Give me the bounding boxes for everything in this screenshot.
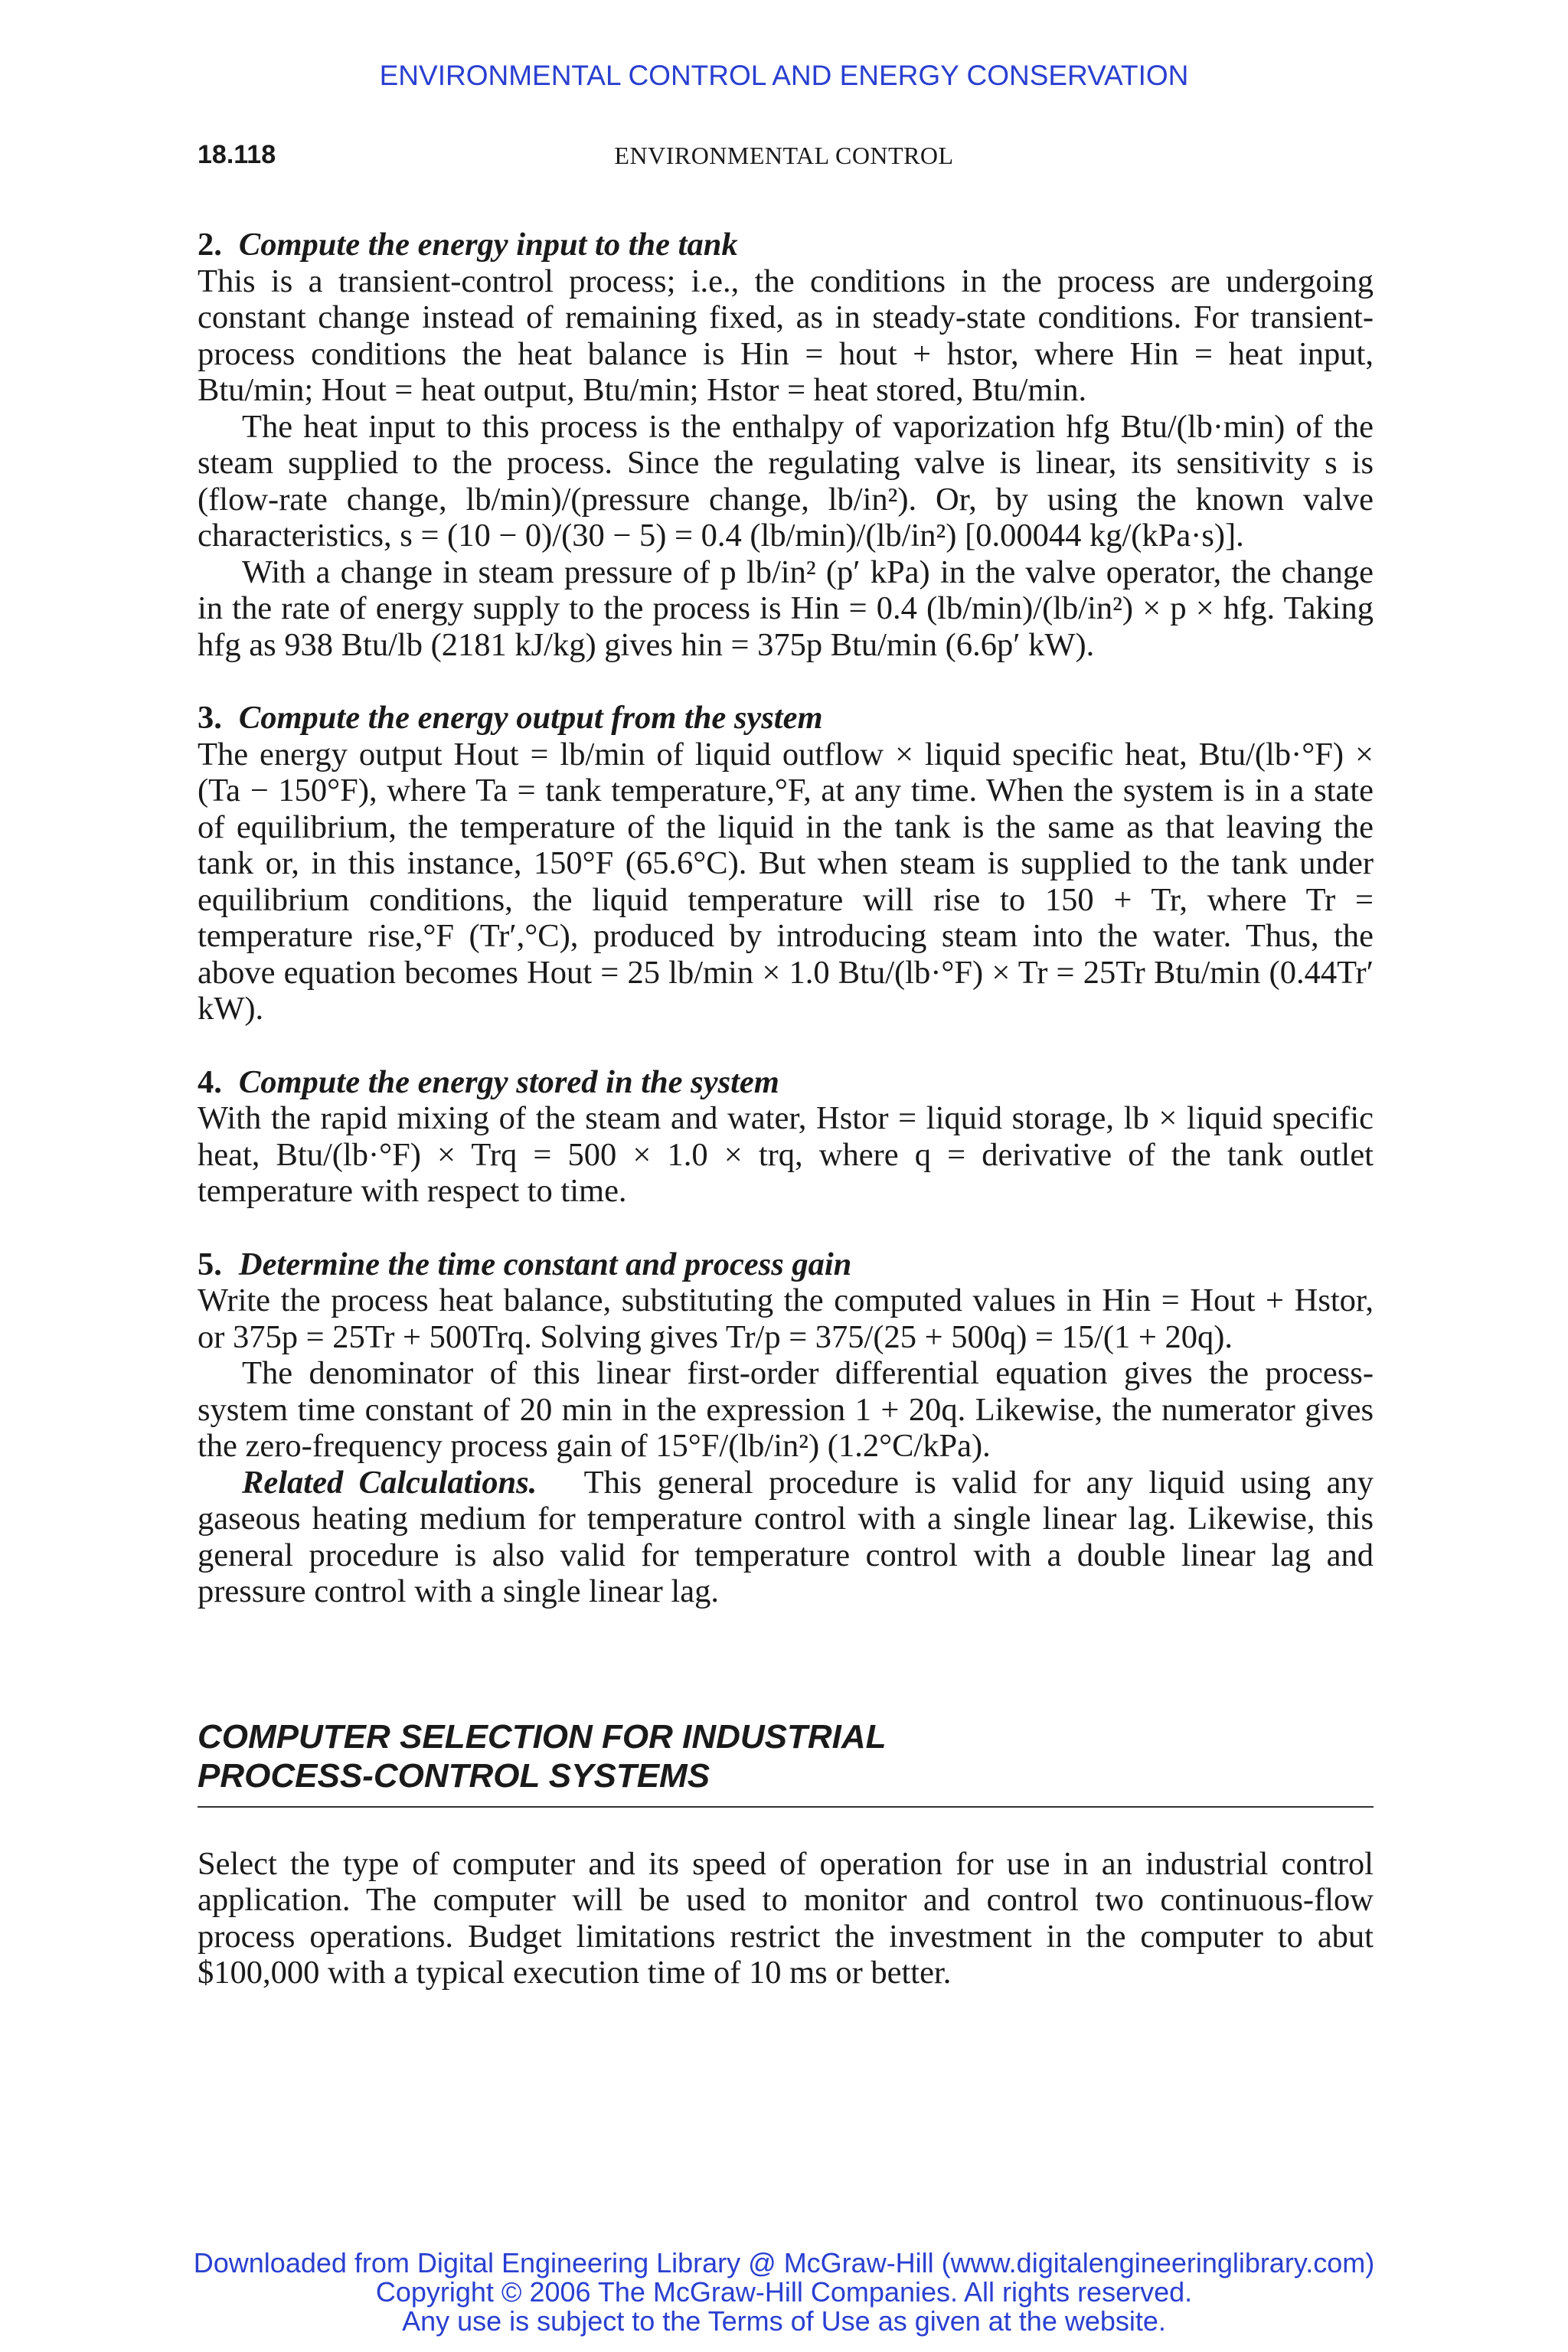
section-rule [198,1806,1374,1808]
book-banner: ENVIRONMENTAL CONTROL AND ENERGY CONSERVATION [379,60,1189,91]
step-2-paragraph-1: This is a transient-control process; i.e., the conditions in the process are undergoing constant change instead of remaining fixed, as in steady-state conditions. For transient-process conditions the heat balance is Hin = hout + hstor, where Hin = heat input, Btu/min; Hout = heat output, Btu/min; Hstor = heat stored, Btu/min. [198,263,1374,408]
related-calculations [198,1465,1374,1610]
step-5-title: Determine the time constant and process gain [238,1246,852,1282]
footer-line-2: Copyright © 2006 The McGraw-Hill Companies. All rights reserved. [375,2276,1193,2308]
section-paragraph: Select the type of computer and its speed of operation for use in an industrial control application. The computer will be used to monitor and control two continuous-flow process operations. Budget limitations restrict the investment in the computer to abut $100,000 with a typical execution time of 10 ms or better. [198,1845,1374,1991]
step-5-heading: 5. Determine the time constant and process gain [198,1246,852,1282]
step-5-paragraph-2: The denominator of this linear first-order differential equation gives the process-system time constant of 20 min in the expression 1 + 20q. Likewise, the numerator gives the zero-frequency process gain of 15°F/(lb/in²) (1.2°C/kPa). [198,1355,1374,1464]
step-3-paragraph-1: The energy output Hout = lb/min of liquid outflow × liquid specific heat, Btu/(lb·°F) × (Ta − 150°F), where Ta = tank temperature,°F, at any time. When the system is in a state of equilibrium, the temperature of the liquid in the tank is the same as that leaving the tank or, in this instance, 150°F (65.6°C). But when steam is supplied to the tank under equilibrium conditions, the liquid temperature will rise to 150 + Tr, where Tr = temperature rise,°F (Tr′,°C), produced by introducing steam into the water. Thus, the above equation becomes Hout = 25 lb/min × 1.0 Btu/(lb·°F) × Tr = 25Tr Btu/min (0.44Tr′ kW). [198,736,1374,1027]
section-title-line-1: COMPUTER SELECTION FOR INDUSTRIAL [198,1717,887,1756]
step-4-paragraph-1: With the rapid mixing of the steam and water, Hstor = liquid storage, lb × liquid specific heat, Btu/(lb·°F) × Trq = 500 × 1.0 × trq, where q = derivative of the tank outlet temperature with respect to time. [198,1100,1374,1209]
step-2-heading: 2. Compute the energy input to the tank [198,227,738,263]
step-4-title: Compute the energy stored in the system [238,1063,779,1100]
related-calculations-label: Related Calculations. [242,1464,537,1501]
section-title [198,1717,1374,1795]
footer-line-3: Any use is subject to the Terms of Use as given at the website. [402,2305,1166,2337]
page-body [198,227,1374,1991]
step-3-heading: 3. Compute the energy output from the system [198,700,823,736]
section-title-line-2: PROCESS-CONTROL SYSTEMS [198,1756,710,1795]
step-5-paragraph-1: Write the process heat balance, substituting the computed values in Hin = Hout + Hstor, or 375p = 25Tr + 500Trq. Solving gives Tr/p = 375/(25 + 500q) = 15/(1 + 20q). [198,1282,1374,1355]
related-calculations-text: This general procedure is valid for any liquid using any gaseous heating medium for temperature control with a single linear lag. Likewise, this general procedure is also valid for temperature control with a double linear lag and pressure control with a single linear lag. [198,1464,1374,1609]
step-2-paragraph-3: With a change in steam pressure of p lb/in² (p′ kPa) in the valve operator, the change in the rate of energy supply to the process is Hin = 0.4 (lb/min)/(lb/in²) × p × hfg. Taking hfg as 938 Btu/lb (2181 kJ/kg) gives hin = 375p Btu/min (6.6p′ kW). [198,554,1374,663]
step-4-heading: 4. Compute the energy stored in the system [198,1063,779,1100]
download-footer [0,2249,1568,2336]
page-number: 18.118 [198,140,276,169]
footer-line-1[interactable]: Downloaded from Digital Engineering Library @ McGraw-Hill (www.digitalengineeringlibrary.com) [193,2247,1375,2278]
step-2-paragraph-2: The heat input to this process is the enthalpy of vaporization hfg Btu/(lb·min) of the steam supplied to the process. Since the regulating valve is linear, its sensitivity s is (flow-rate change, lb/min)/(pressure change, lb/in²). Or, by using the known valve characteristics, s = (10 − 0)/(30 − 5) = 0.4 (lb/min)/(lb/in²) [0.00044 kg/(kPa·s)]. [198,408,1374,554]
step-3-title: Compute the energy output from the system [238,700,823,736]
step-2-title: Compute the energy input to the tank [238,227,738,263]
running-head: ENVIRONMENTAL CONTROL [614,142,954,169]
